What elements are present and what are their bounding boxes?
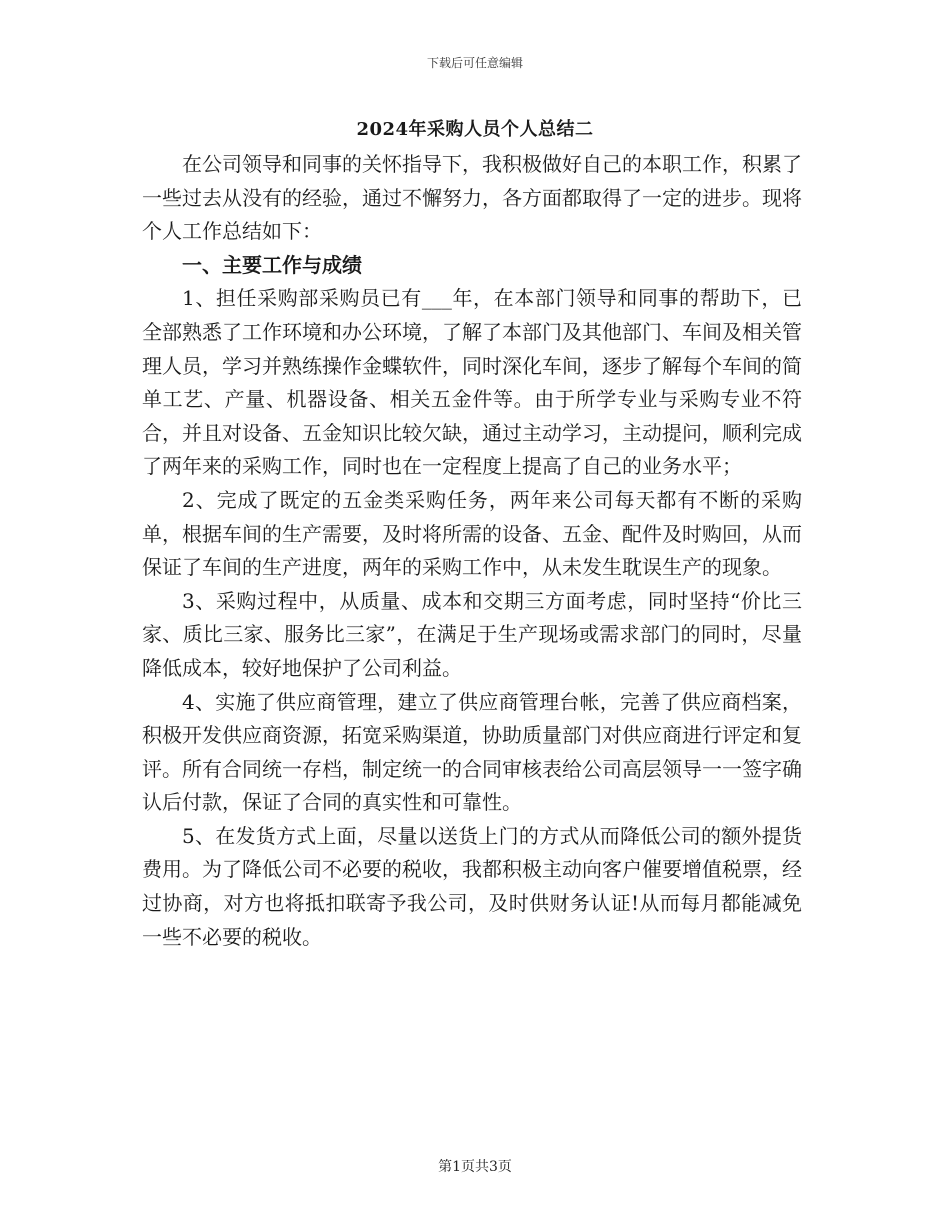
section-heading-main-work: 一、主要工作与成绩 [182,252,362,277]
paragraph-item-1: 1、担任采购部采购员已有___年，在本部门领导和同事的帮助下，已全部熟悉了工作环境和办公环境，了解了本部门及其他部门、车间及相关管理人员，学习并熟练操作金蝶软件，同时深化车间，逐步了解每个车间的简单工艺、产量、机器设备、相关五金件等。由于所学专业与采购专业不符合，并且对设备、五金知识比较欠缺，通过主动学习，主动提问，顺利完成了两年来的采购工作，同时也在一定程度上提高了自己的业务水平； [142,286,802,479]
document-body [142,148,802,954]
paragraph-item-5: 5、在发货方式上面，尽量以送货上门的方式从而降低公司的额外提货费用。为了降低公司不必要的税收，我都积极主动向客户催要增值税票，经过协商，对方也将抵扣联寄予我公司，及时供财务认证!从而每月都能减免一些不必要的税收。 [142,823,802,949]
download-editable-note: 下载后可任意编辑 [426,56,523,70]
intro-paragraph: 在公司领导和同事的关怀指导下，我积极做好自己的本职工作，积累了一些过去从没有的经验，通过不懈努力，各方面都取得了一定的进步。现将个人工作总结如下： [142,152,802,244]
page-number: 第1页共3页 [438,1159,512,1175]
document-title: 2024年采购人员个人总结二 [356,119,594,140]
paragraph-item-4: 4、实施了供应商管理，建立了供应商管理台帐，完善了供应商档案，积极开发供应商资源，拓宽采购渠道，协助质量部门对供应商进行评定和复评。所有合同统一存档，制定统一的合同审核表给公司高层领导一一签字确认后付款，保证了合同的真实性和可靠性。 [142,689,802,815]
paragraph-item-2: 2、完成了既定的五金类采购任务，两年来公司每天都有不断的采购单，根据车间的生产需要，及时将所需的设备、五金、配件及时购回，从而保证了车间的生产进度，两年的采购工作中，从未发生耽误生产的现象。 [142,487,802,580]
paragraph-item-3: 3、采购过程中，从质量、成本和交期三方面考虑，同时坚持“价比三家、质比三家、服务比三家”，在满足于生产现场或需求部门的同时，尽量降低成本，较好地保护了公司利益。 [142,588,802,680]
